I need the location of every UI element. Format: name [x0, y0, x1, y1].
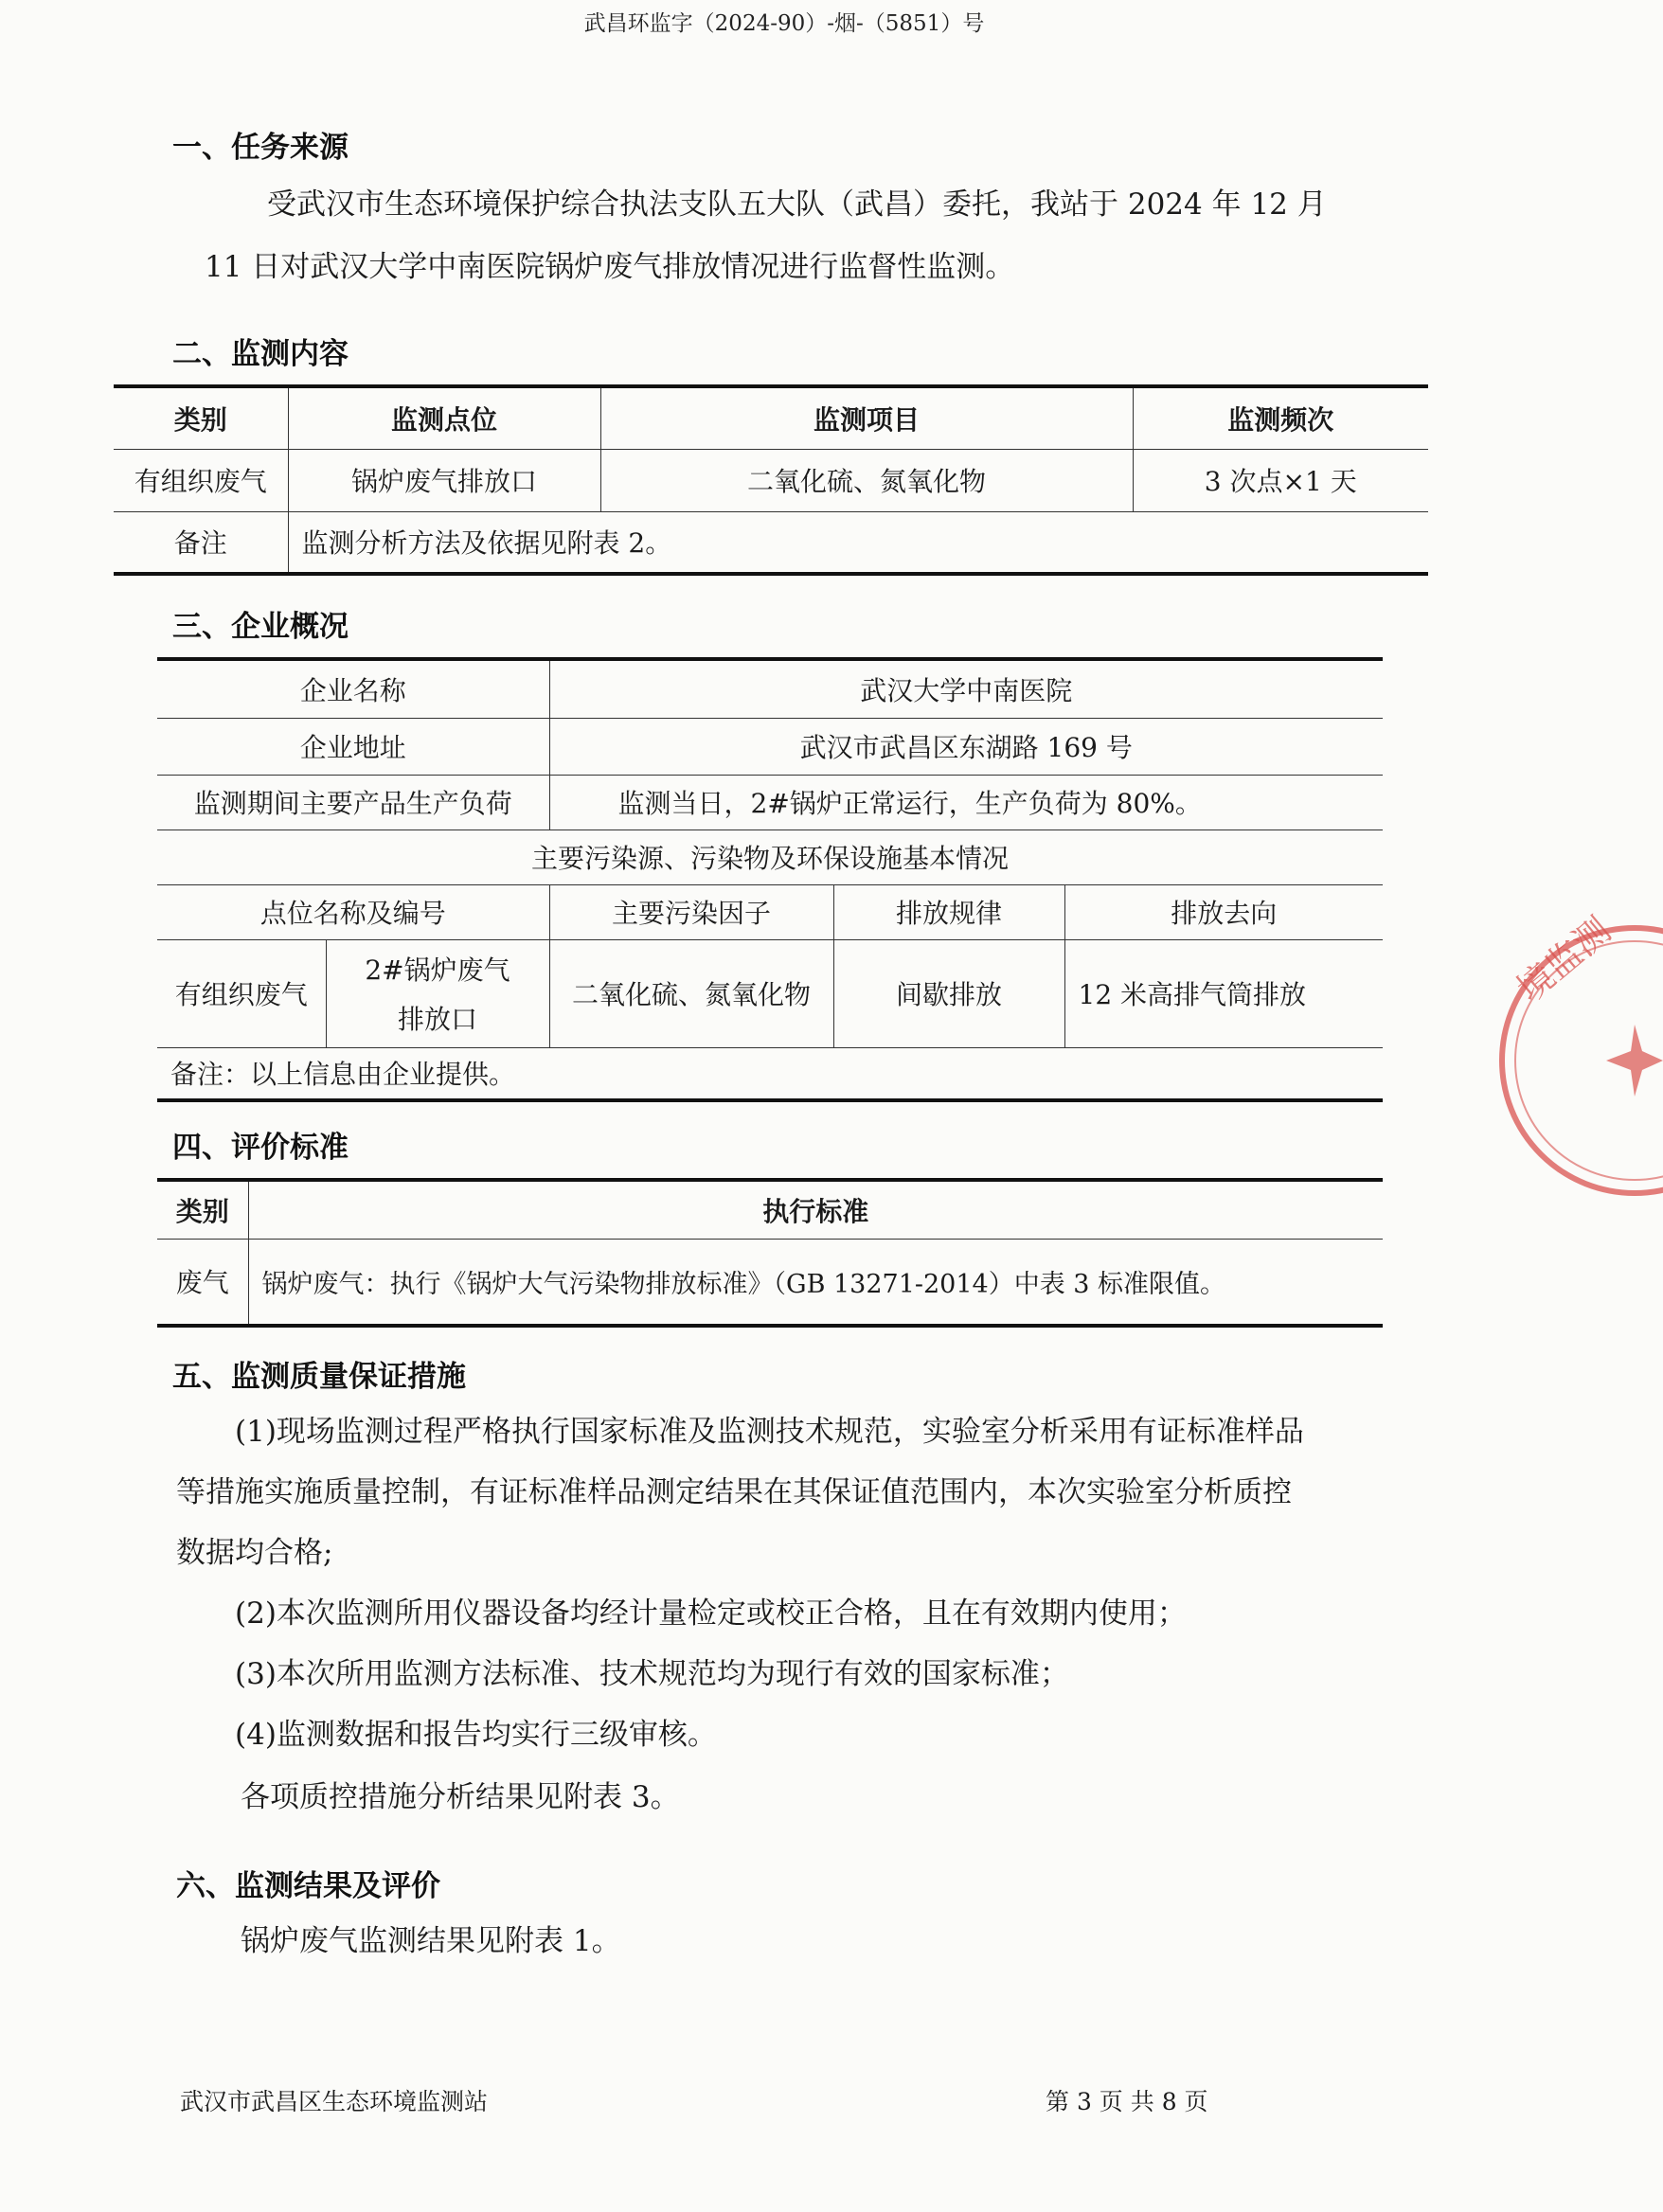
qa-item-4: (4)监测数据和报告均实行三级审核。 — [235, 1718, 717, 1752]
cell-point-name-line-2: 排放口 — [397, 1004, 477, 1035]
table-row — [114, 449, 1428, 511]
table-header-row — [114, 386, 1428, 449]
header-cell-category: 类别 — [114, 386, 288, 449]
table-row — [157, 939, 1383, 1047]
svg-text:境监测: 境监测 — [1509, 908, 1619, 1010]
production-load-value: 监测当日，2#锅炉正常运行，生产负荷为 80%。 — [549, 775, 1383, 830]
cell-point-name-line-1: 2#锅炉废气 — [365, 954, 510, 986]
production-load-label: 监测期间主要产品生产负荷 — [157, 775, 549, 830]
footer-page-number: 第 3 页 共 8 页 — [1046, 2088, 1208, 2115]
header-cell-standard: 执行标准 — [248, 1180, 1383, 1239]
section-heading-task-source: 一、任务来源 — [172, 131, 349, 165]
header-cell-emission-destination: 排放去向 — [1064, 884, 1383, 939]
cell-category: 废气 — [157, 1239, 248, 1326]
enterprise-name-value: 武汉大学中南医院 — [549, 659, 1383, 718]
task-source-line-1: 受武汉市生态环境保护综合执法支队五大队（武昌）委托，我站于 2024 年 12 月 — [267, 187, 1327, 222]
cell-frequency: 3 次点×1 天 — [1133, 449, 1428, 511]
enterprise-name-label: 企业名称 — [157, 659, 549, 718]
task-source-line-2: 11 日对武汉大学中南医院锅炉废气排放情况进行监督性监测。 — [205, 250, 1015, 284]
cell-source-type: 有组织废气 — [157, 939, 326, 1047]
footer-organization: 武汉市武昌区生态环境监测站 — [180, 2088, 489, 2115]
header-cell-emission-pattern: 排放规律 — [833, 884, 1064, 939]
document-reference-number: 武昌环监字（2024-90）-烟-（5851）号 — [583, 11, 985, 36]
header-cell-item: 监测项目 — [600, 386, 1133, 449]
section-heading-evaluation-standard: 四、评价标准 — [172, 1131, 349, 1165]
note-label: 备注 — [114, 511, 288, 574]
section-heading-monitoring-content: 二、监测内容 — [172, 337, 349, 371]
header-cell-category: 类别 — [157, 1180, 248, 1239]
cell-emission-destination: 12 米高排气筒排放 — [1064, 939, 1383, 1047]
table-note-row — [114, 511, 1428, 574]
pollution-info-title: 主要污染源、污染物及环保设施基本情况 — [157, 830, 1383, 884]
section-heading-quality-assurance: 五、监测质量保证措施 — [172, 1360, 466, 1394]
qa-item-1-line-1: (1)现场监测过程严格执行国家标准及监测技术规范，实验室分析采用有证标准样品 — [235, 1415, 1304, 1449]
enterprise-note: 备注：以上信息由企业提供。 — [157, 1047, 1383, 1100]
qa-item-1-line-3: 数据均合格; — [176, 1536, 333, 1570]
cell-category: 有组织废气 — [114, 449, 288, 511]
cell-emission-pattern: 间歇排放 — [833, 939, 1064, 1047]
cell-item: 二氧化硫、氮氧化物 — [600, 449, 1133, 511]
table-row — [157, 1239, 1383, 1326]
header-cell-point-name: 点位名称及编号 — [157, 884, 549, 939]
enterprise-address-value: 武汉市武昌区东湖路 169 号 — [549, 718, 1383, 775]
evaluation-standard-table — [157, 1178, 1383, 1328]
results-text: 锅炉废气监测结果见附表 1。 — [241, 1924, 621, 1958]
qa-item-3: (3)本次所用监测方法标准、技术规范均为现行有效的国家标准； — [235, 1657, 1069, 1691]
table-header-row — [157, 1180, 1383, 1239]
qa-item-1-line-2: 等措施实施质量控制，有证标准样品测定结果在其保证值范围内，本次实验室分析质控 — [176, 1475, 1292, 1509]
official-seal-stamp — [1474, 908, 1663, 1203]
cell-point-name — [326, 939, 549, 1047]
cell-point: 锅炉废气排放口 — [288, 449, 600, 511]
qa-summary: 各项质控措施分析结果见附表 3。 — [241, 1780, 680, 1814]
enterprise-overview-table — [157, 657, 1383, 1102]
monitoring-content-table — [114, 384, 1428, 576]
note-text: 监测分析方法及依据见附表 2。 — [288, 511, 1428, 574]
table-header-row — [157, 884, 1383, 939]
qa-item-2: (2)本次监测所用仪器设备均经计量检定或校正合格，且在有效期内使用； — [235, 1597, 1187, 1631]
enterprise-address-label: 企业地址 — [157, 718, 549, 775]
cell-pollution-factor: 二氧化硫、氮氧化物 — [549, 939, 833, 1047]
cell-standard: 锅炉废气：执行《锅炉大气污染物排放标准》（GB 13271-2014）中表 3 标准限值。 — [248, 1239, 1383, 1326]
header-cell-frequency: 监测频次 — [1133, 386, 1428, 449]
header-cell-pollution-factor: 主要污染因子 — [549, 884, 833, 939]
header-cell-point: 监测点位 — [288, 386, 600, 449]
section-heading-enterprise-overview: 三、企业概况 — [172, 610, 349, 644]
section-heading-results: 六、监测结果及评价 — [176, 1869, 440, 1903]
